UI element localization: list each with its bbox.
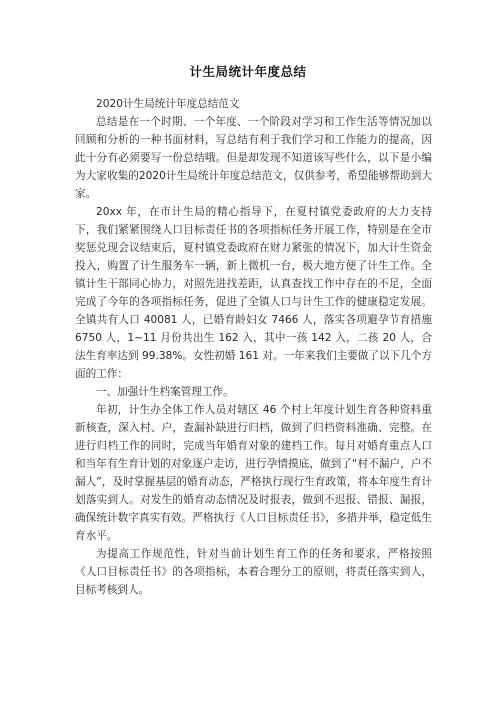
paragraph-archive: 年初，计生办全体工作人员对辖区 46 个村上年度计划生育各种资料重新核查，深入村、户，查漏补缺进行归档，做到了归档资料准确、完整。在进行归档工作的同时，完成当年婚育对象的建档工作。每月对婚育重点人口和当年有生育计划的对象逐户走访，进行孕情摸底，做到了“村不漏户，户不漏人”，及时掌握基层的婚育动态，严格执行现行生育政策，将本年度生育计划落实到人。对发生的婚育动态情况及时报表，做到不迟报、错报、漏报，确保统计数字真实有效。严格执行《人口目标责任书》，多措并举，稳定低生育水平。 <box>75 404 432 542</box>
section-heading-archive: 一、加强计生档案管理工作。 <box>96 386 234 398</box>
document-body <box>75 95 432 599</box>
paragraph-intro: 总结是在一个时期、一个年度、一个阶段对学习和工作生活等情况加以回顾和分析的一种书面材料，写总结有利于我们学习和工作能力的提高，因此十分有必须要写一份总结哦。但是却发现不知道该写些什么，以下是小编为大家收集的2020计生局统计年度总结范文，仅供参考，希望能够帮助到大家。 <box>75 116 432 200</box>
document-title: 计生局统计年度总结 <box>189 64 307 79</box>
paragraph-heading: 2020计生局统计年度总结范文 <box>96 98 240 110</box>
paragraph-standardization: 为提高工作规范性，针对当前计划生育工作的任务和要求，严格按照《人口目标责任书》的各项指标，本着合理分工的原则，将责任落实到人，目标考核到人。 <box>75 548 432 596</box>
paragraph-overview: 20xx 年，在市计生局的精心指导下，在夏村镇党委政府的大力支持下，我们紧紧围绕人口目标责任书的各项指标任务开展工作，特别是在全市奖惩兑现会议结束后，夏村镇党委政府在财力紧张的情况下，加大计生资金投入，购置了计生服务车一辆，新上微机一台，极大地方便了计生工作。全镇计生干部同心协力，对照先进找差距，认真查找工作中存在的不足，全面完成了今年的各项指标任务，促进了全镇人口与计生工作的健康稳定发展。全镇共有人口 40081 人，已婚育龄妇女 7466 人，落实各项避孕节育措施 6750 人，1~11 月份共出生 162 入，其中一孩 142 入，二孩 20 人，合法生育率达到 99.38%。女性初婚 161 对。一年来我们主要做了以下几个方面的工作： <box>75 206 432 380</box>
